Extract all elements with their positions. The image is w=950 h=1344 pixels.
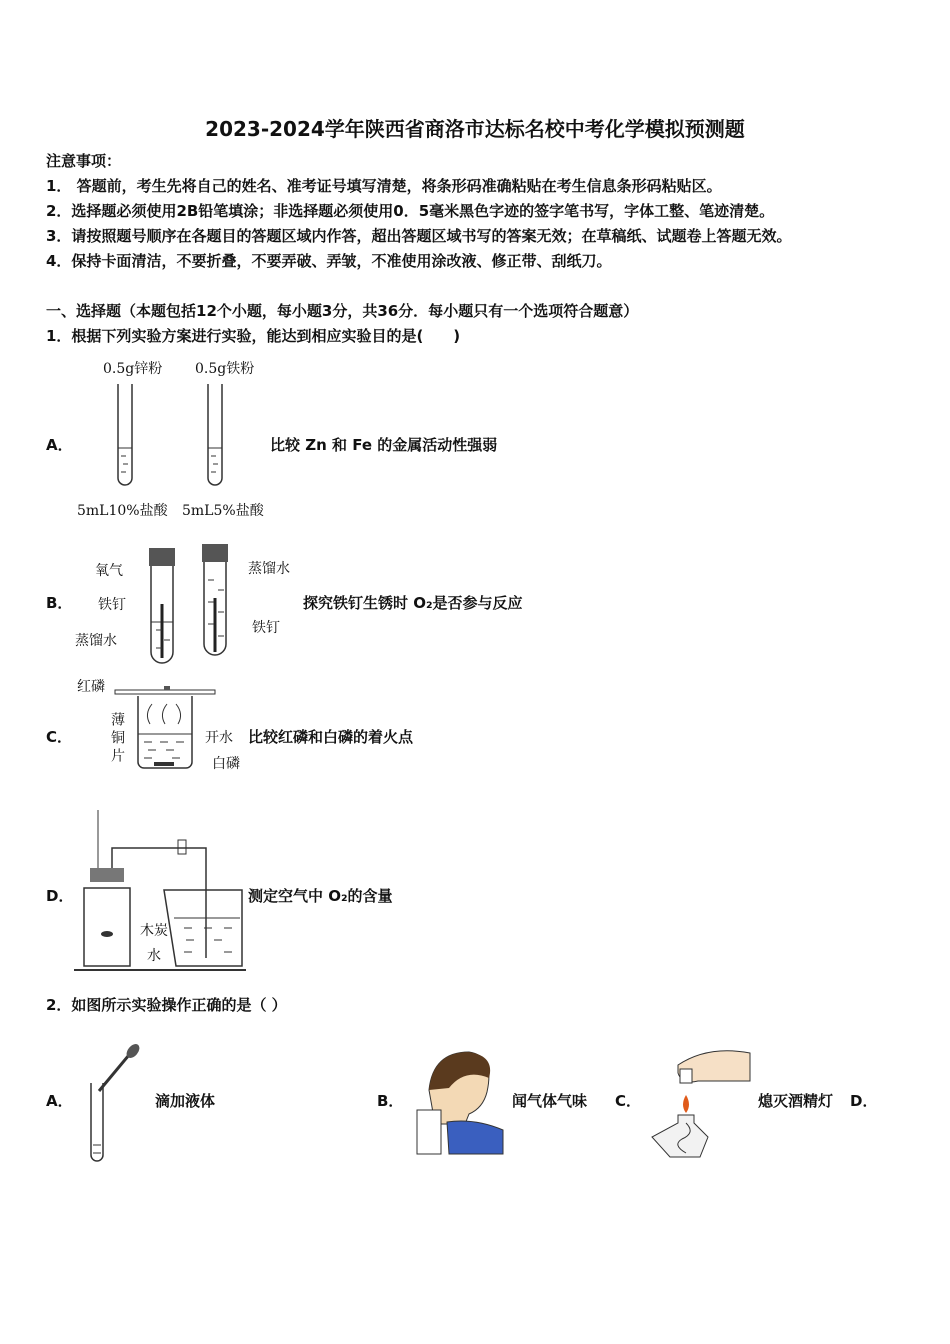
label: 5mL5%盐酸	[182, 503, 264, 519]
q2-option-a-letter: A．	[46, 1092, 73, 1110]
rust-tubes-diagram	[140, 540, 240, 665]
label: 薄铜片	[109, 712, 125, 766]
label: 红磷	[77, 679, 105, 695]
smell-gas-image	[415, 1050, 507, 1158]
label: 0.5g锌粉	[103, 361, 163, 377]
dropper-image	[85, 1043, 145, 1165]
option-d-text: 测定空气中 O₂的含量	[248, 887, 393, 905]
label: 5mL10%盐酸	[77, 503, 168, 519]
q2-option-b-letter: B．	[377, 1092, 404, 1110]
label: 水	[147, 948, 161, 964]
phosphorus-diagram	[110, 684, 220, 774]
label: 氧气	[95, 563, 123, 579]
option-b-text: 探究铁钉生锈时 O₂是否参与反应	[303, 594, 523, 612]
notice-heading: 注意事项：	[46, 152, 122, 170]
option-a-letter: A．	[46, 436, 73, 454]
label: 白磷	[212, 756, 240, 772]
label: 蒸馏水	[248, 561, 290, 577]
question-2-stem: 2．如图所示实验操作正确的是（ ）	[46, 996, 287, 1014]
label: 铁钉	[252, 620, 280, 636]
label: 开水	[205, 730, 233, 746]
question-1-stem: 1．根据下列实验方案进行实验，能达到相应实验目的是( )	[46, 327, 461, 345]
label: 蒸馏水	[75, 633, 117, 649]
q2-option-b-text: 闻气体气味	[512, 1092, 588, 1110]
label: 0.5g铁粉	[195, 361, 255, 377]
notice-item: 2．选择题必须使用2B铅笔填涂；非选择题必须使用0．5毫米黑色字迹的签字笔书写，字体工整、笔迹清楚。	[46, 202, 775, 220]
q2-option-c-letter: C．	[615, 1092, 642, 1110]
q2-option-c-text: 熄灭酒精灯	[758, 1092, 834, 1110]
option-c-letter: C．	[46, 728, 73, 746]
option-c-text: 比较红磷和白磷的着火点	[248, 728, 414, 746]
notice-item: 4．保持卡面清洁，不要折叠，不要弄破、弄皱，不准使用涂改液、修正带、刮纸刀。	[46, 252, 612, 270]
section-heading: 一、选择题（本题包括12个小题，每小题3分，共36分．每小题只有一个选项符合题意）	[46, 302, 639, 320]
label: 木炭	[140, 923, 168, 939]
q2-option-a-text: 滴加液体	[155, 1092, 216, 1110]
option-d-letter: D．	[46, 887, 74, 905]
page-title: 2023-2024学年陕西省商洛市达标名校中考化学模拟预测题	[205, 117, 745, 141]
alcohol-lamp-image	[648, 1045, 754, 1163]
q2-option-d-letter: D．	[850, 1092, 878, 1110]
option-a-text: 比较 Zn 和 Fe 的金属活动性强弱	[270, 436, 498, 454]
label: 铁钉	[98, 597, 126, 613]
option-b-letter: B．	[46, 594, 73, 612]
notice-item: 3．请按照题号顺序在各题目的答题区域内作答，超出答题区域书写的答案无效；在草稿纸、试题卷上答题无效。	[46, 227, 792, 245]
notice-item: 1． 答题前，考生先将自己的姓名、准考证号填写清楚，将条形码准确粘贴在考生信息条形码粘贴区。	[46, 177, 722, 195]
air-oxygen-diagram	[74, 808, 249, 973]
test-tubes-diagram	[110, 380, 240, 490]
